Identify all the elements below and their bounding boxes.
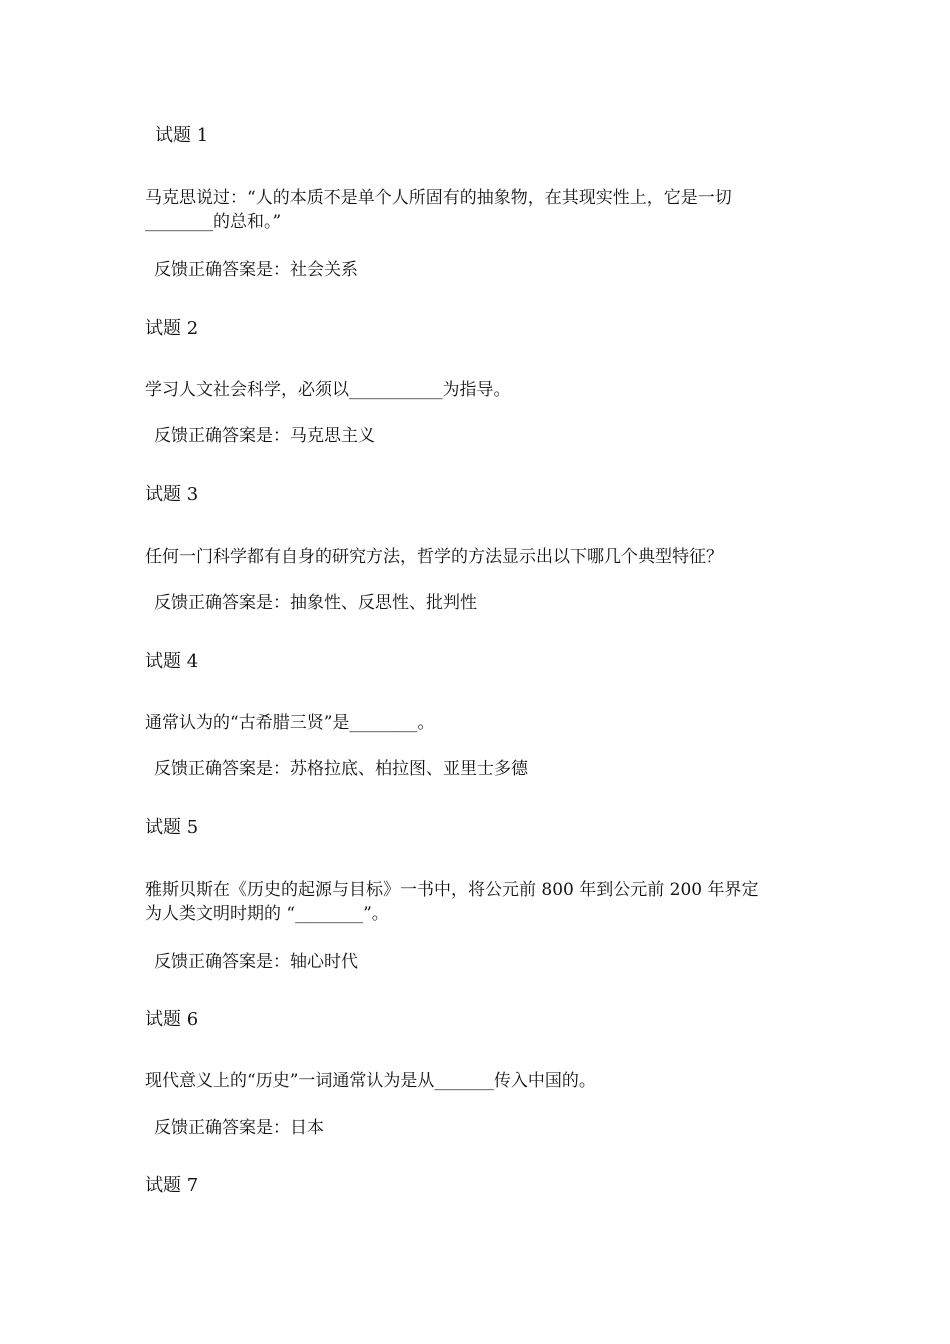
question-text: ________的总和。” (145, 212, 282, 232)
answer-blank: ___________ (349, 380, 443, 400)
question-title: 试题 5 (145, 817, 199, 838)
question-text: 任何一门科学都有自身的研究方法，哲学的方法显示出以下哪几个典型特征？ (145, 547, 723, 567)
feedback-answer: 反馈正确答案是：马克思主义 (154, 426, 375, 446)
question-title: 试题 7 (145, 1175, 199, 1196)
answer-blank: ________ (295, 904, 364, 924)
question-text: 雅斯贝斯在《历史的起源与目标》一书中，将公元前 800 年到公元前 200 年界定 (145, 880, 759, 900)
question-text: 现代意义上的“历史”一词通常认为是从_______传入中国的。 (145, 1071, 596, 1091)
question-title: 试题 1 (155, 125, 209, 146)
answer-blank: ________ (145, 212, 213, 232)
question-text: 学习人文社会科学，必须以___________为指导。 (145, 380, 511, 400)
feedback-answer: 反馈正确答案是：社会关系 (154, 260, 358, 280)
answer-blank: ________ (349, 713, 418, 733)
question-title: 试题 2 (145, 318, 199, 339)
question-title: 试题 3 (145, 484, 199, 505)
question-text: 通常认为的“古希腊三贤”是________。 (145, 713, 435, 733)
feedback-answer: 反馈正确答案是：日本 (154, 1118, 324, 1138)
answer-blank: _______ (434, 1071, 494, 1091)
feedback-answer: 反馈正确答案是：轴心时代 (154, 952, 358, 972)
question-title: 试题 6 (145, 1009, 199, 1030)
question-title: 试题 4 (145, 651, 199, 672)
question-text: 为人类文明时期的 “________”。 (145, 904, 389, 924)
question-text: 马克思说过：“人的本质不是单个人所固有的抽象物，在其现实性上，它是一切 (145, 188, 732, 208)
feedback-answer: 反馈正确答案是：抽象性、反思性、批判性 (154, 593, 477, 613)
feedback-answer: 反馈正确答案是：苏格拉底、柏拉图、亚里士多德 (154, 759, 528, 779)
